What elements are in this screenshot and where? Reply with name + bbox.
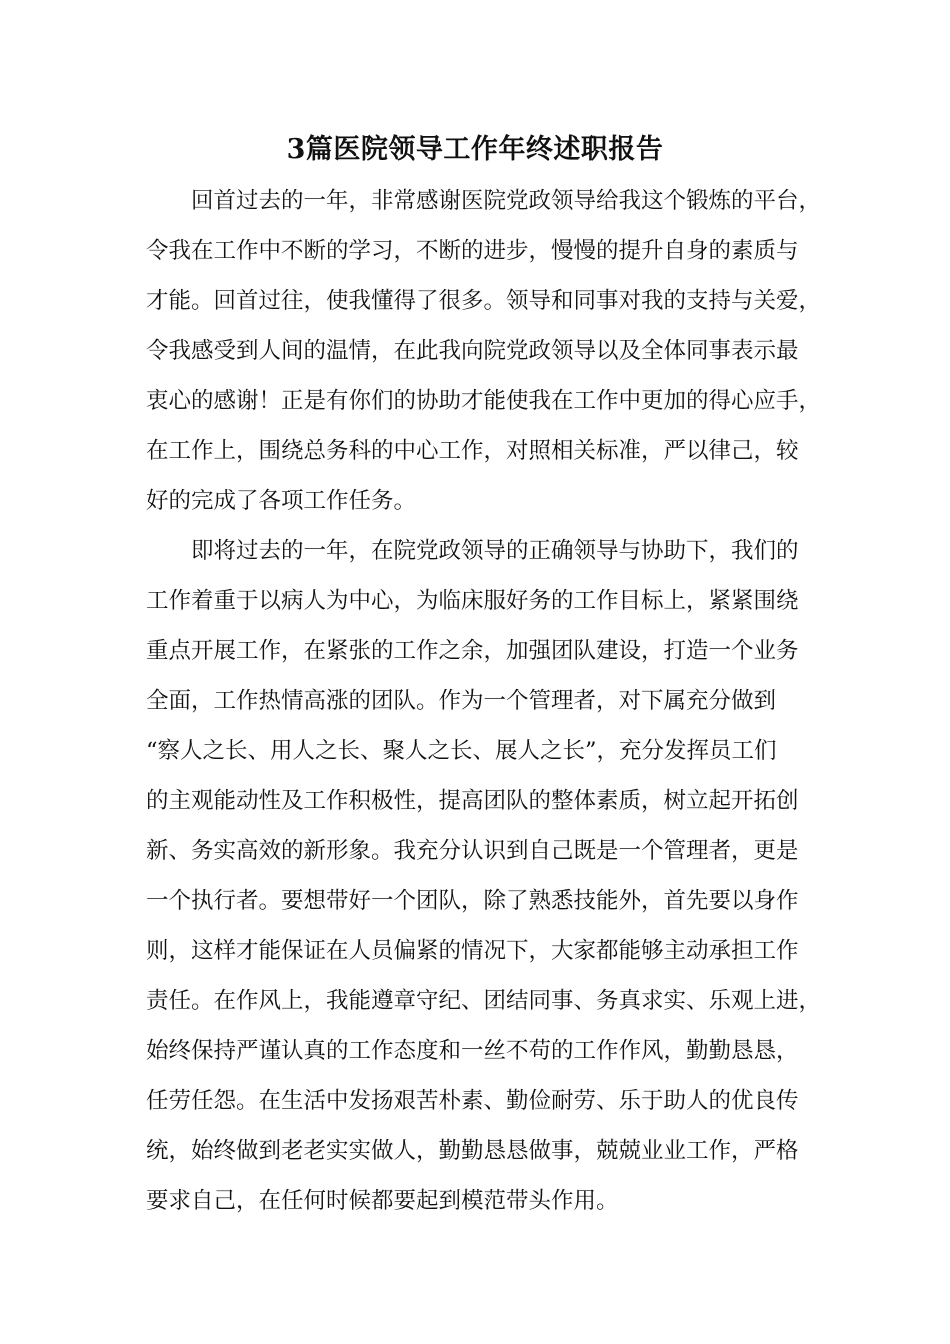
paragraph-line: 衷心的感谢！正是有你们的协助才能使我在工作中更加的得心应手， [146, 388, 822, 414]
paragraph-line: “察人之长、用人之长、聚人之长、展人之长”，充分发挥员工们 [146, 738, 777, 764]
paragraph-line: 则，这样才能保证在人员偏紧的情况下，大家都能够主动承担工作 [146, 938, 799, 964]
paragraph-2 [146, 526, 826, 1226]
paragraph-line: 令我在工作中不断的学习，不断的进步，慢慢的提升自身的素质与 [146, 238, 799, 264]
paragraph-line: 即将过去的一年，在院党政领导的正确领导与协助下，我们的 [191, 538, 799, 564]
paragraph-line: 一个执行者。要想带好一个团队，除了熟悉技能外，首先要以身作 [146, 888, 799, 914]
paragraph-line: 工作着重于以病人为中心，为临床服好务的工作目标上，紧紧围绕 [146, 588, 799, 614]
paragraph-line: 的主观能动性及工作积极性，提高团队的整体素质，树立起开拓创 [146, 788, 799, 814]
paragraph-line: 始终保持严谨认真的工作态度和一丝不苟的工作作风，勤勤恳恳， [146, 1038, 799, 1064]
paragraph-line: 新、务实高效的新形象。我充分认识到自己既是一个管理者，更是 [146, 838, 799, 864]
paragraph-line: 责任。在作风上，我能遵章守纪、团结同事、务真求实、乐观上进， [146, 988, 822, 1014]
paragraph-1 [146, 176, 826, 526]
paragraph-line: 令我感受到人间的温情，在此我向院党政领导以及全体同事表示最 [146, 338, 799, 364]
paragraph-line: 才能。回首过往，使我懂得了很多。领导和同事对我的支持与关爱， [146, 288, 822, 314]
document-title: 3篇医院领导工作年终述职报告 [286, 134, 664, 165]
paragraph-line: 全面，工作热情高涨的团队。作为一个管理者，对下属充分做到 [146, 688, 777, 714]
paragraph-line: 要求自己，在任何时候都要起到模范带头作用。 [146, 1188, 619, 1214]
paragraph-line: 好的完成了各项工作任务。 [146, 488, 417, 514]
paragraph-line: 统，始终做到老老实实做人，勤勤恳恳做事，兢兢业业工作，严格 [146, 1138, 799, 1164]
paragraph-line: 重点开展工作，在紧张的工作之余，加强团队建设，打造一个业务 [146, 638, 799, 664]
paragraph-line: 在工作上，围绕总务科的中心工作，对照相关标准，严以律己，较 [146, 438, 799, 464]
paragraph-line: 回首过去的一年，非常感谢医院党政领导给我这个锻炼的平台， [191, 188, 822, 214]
paragraph-line: 任劳任怨。在生活中发扬艰苦朴素、勤俭耐劳、乐于助人的优良传 [146, 1088, 799, 1114]
